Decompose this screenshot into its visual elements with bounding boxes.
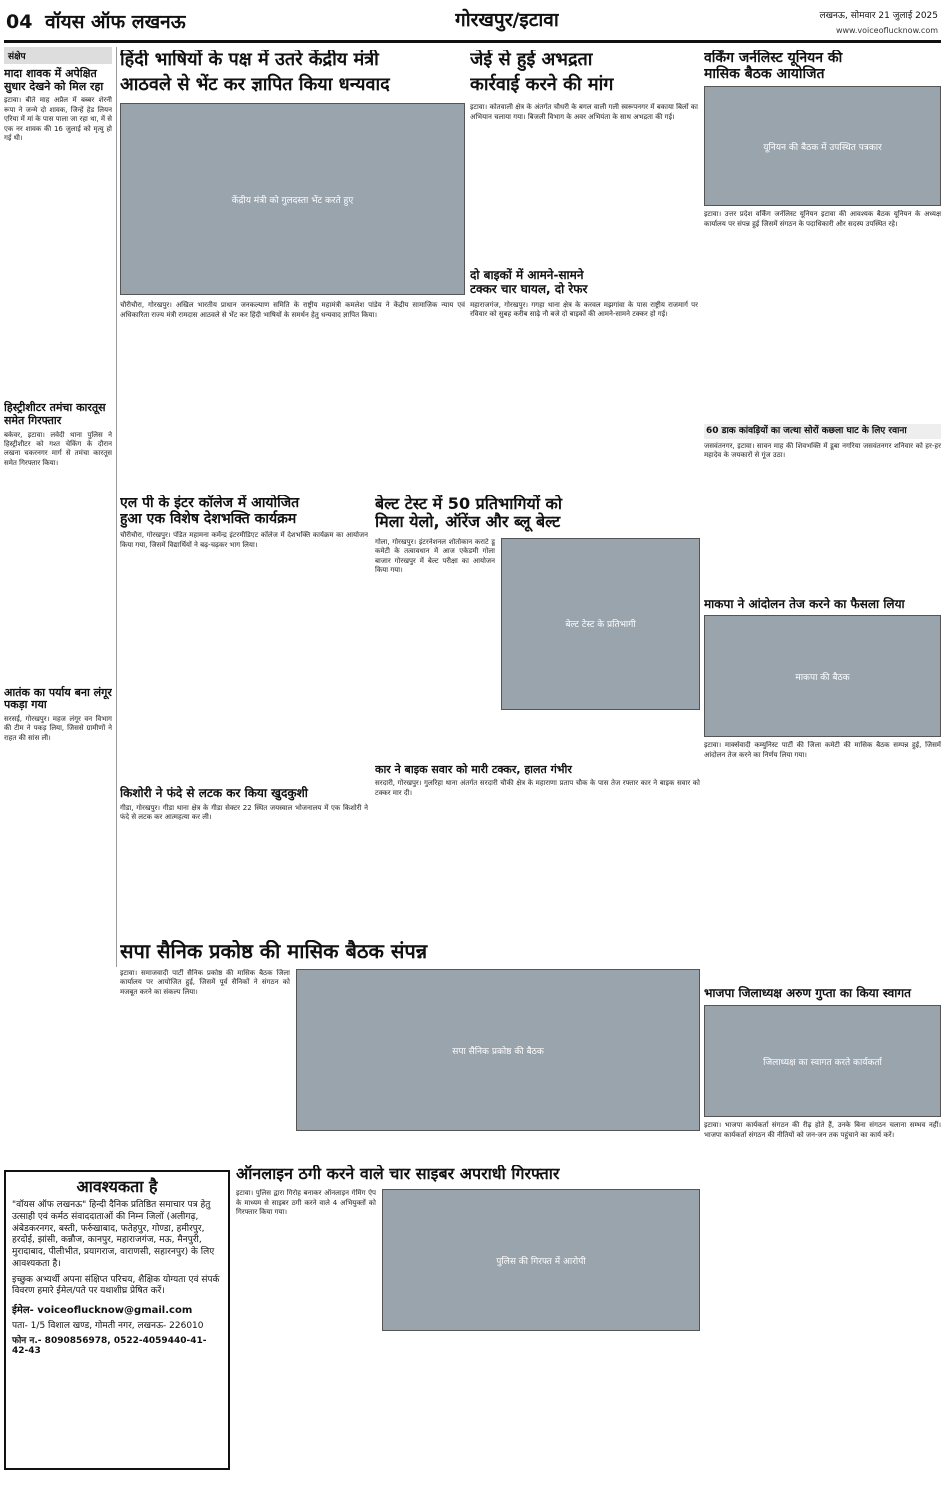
- college-headline-2: हुआ एक विशेष देशभक्ति कार्यक्रम: [120, 511, 297, 528]
- page-number: 04: [6, 11, 33, 33]
- edition-title: गोरखपुर/इटावा: [455, 9, 559, 31]
- lead-headline-2: आठवले से भेंट कर ज्ञापित किया धन्यवाद: [120, 73, 390, 95]
- cyber-story: [236, 1165, 700, 1465]
- sidebar-label: संक्षेप: [4, 47, 112, 64]
- sapa-photo: सपा सैनिक प्रकोष्ठ की बैठक: [296, 969, 700, 1131]
- journalist-body: इटावा। उत्तर प्रदेश वर्किंग जर्नलिस्ट यूनियन इटावा की आवश्यक बैठक यूनियन के अध्यक्ष कार्यालय पर संपन्न हुई जिसमें संगठन के पदाधिकारी और सदस्य उपस्थित रहे।: [704, 210, 941, 228]
- bike-body: सरदारी, गोरखपुर। गुलरिहा थाना अंतर्गत सरदारी चौकी क्षेत्र के महाराणा प्रताप चौक के पास तेज रफ्तार कार ने बाइक सवार को टक्कर मार दी।: [375, 779, 700, 797]
- jee-body: इटावा। कोतवाली क्षेत्र के अंतर्गत चौधरी के बगल वाली गली स्वरूपनगर में बकाया बिलों का अभियान चलाया गया। बिजली विभाग के अवर अभियंता के साथ अभद्रता की गई।: [470, 103, 698, 121]
- accident-headline-1: दो बाइकों में आमने-सामने: [470, 268, 584, 283]
- accident-body: महाराजगंज, गोरखपुर। गगहा थाना क्षेत्र के करवल मझगांवा के पास राष्ट्रीय राजमार्ग पर रविवार को सुबह करीब साढ़े नौ बजे दो बाइकों की आमने-सामने टक्कर हो गई।: [470, 300, 698, 319]
- suicide-headline: किशोरी ने फंदे से लटक कर किया खुदकुशी: [120, 786, 308, 801]
- website-url: www.voiceoflucknow.com: [835, 26, 938, 35]
- bjp-body: इटावा। भाजपा कार्यकर्ता संगठन की रीढ़ होते हैं, उनके बिना संगठन चलाना सम्भव नहीं। भाजपा कार्यकर्ता संगठन की नीतियों को जन-जन तक पहुंचाने का कार्य करें।: [704, 1121, 941, 1139]
- makpa-headline: माकपा ने आंदोलन तेज करने का फैसला लिया: [704, 596, 905, 611]
- sidebar-body-2: बकेवर, इटावा। लवेदी थाना पुलिस ने हिस्ट्रीशीटर को गश्त चेकिंग के दौरान लखना चकरनगर मार्ग से तमंचा कारतूस समेत गिरफ्तार किया।: [4, 430, 112, 467]
- lead-body: चौरीचौरा, गोरखपुर। अखिल भारतीय प्राधान जनकल्याण समिति के राष्ट्रीय महामंत्री कमलेश पांडेय ने केंद्रीय सामाजिक न्याय एवं अधिकारिता राज्य मंत्री रामदास आठवले से भेंट कर हिंदी भाषियों के समर्थन हेतु धन्यवाद ज्ञापित किया।: [120, 301, 465, 319]
- belt-story: [375, 495, 700, 935]
- lead-photo: केंद्रीय मंत्री को गुलदस्ता भेंट करते हुए: [120, 103, 465, 295]
- masthead-paper-name: [6, 8, 186, 34]
- belt-body: गोला, गोरखपुर। इंटरनेशनल शोतोकान कराटे डू कमेटी के तत्वावधान में आज एकेडमी गोला बाजार गोरखपुर में बेल्ट परीक्षा का आयोजन किया गया।: [375, 537, 495, 575]
- ad-email: ईमेल- voiceoflucknow@gmail.com: [12, 1304, 193, 1316]
- ad-apply: इच्छुक अभ्यर्थी अपना संक्षिप्त परिचय, शैक्षिक योग्यता एवं संपर्क विवरण हमारे ईमेल/पते पर यथाशीघ्र प्रेषित करें।: [12, 1274, 220, 1297]
- cyber-body: इटावा। पुलिस द्वारा गिरोह बनाकर ऑनलाइन गेमिंग ऐप के माध्यम से साइबर ठगी करने वाले 4 अभियुक्तों को गिरफ्तार किया गया।: [236, 1189, 376, 1217]
- belt-headline-2: मिला येलो, ऑरेंज और ब्लू बेल्ट: [375, 512, 561, 532]
- belt-headline-1: बेल्ट टेस्ट में 50 प्रतिभागियों को: [375, 495, 562, 513]
- college-headline-1: एल पी के इंटर कॉलेज में आयोजित: [120, 495, 300, 511]
- sapa-headline: सपा सैनिक प्रकोष्ठ की मासिक बैठक संपन्न: [120, 940, 428, 963]
- bike-headline: कार ने बाइक सवार को मारी टक्कर, हालत गंभीर: [375, 762, 572, 776]
- lead-story: [120, 50, 465, 490]
- jee-headline-2: कार्रवाई करने की मांग: [470, 73, 614, 95]
- sidebar-headline-1: मादा शावक में अपेक्षित सुधार देखने को मिल रहा: [4, 67, 104, 93]
- bjp-headline: भाजपा जिलाध्यक्ष अरुण गुप्ता का किया स्वागत: [704, 986, 911, 1001]
- jee-story: [470, 50, 698, 490]
- kanwar-body: जसवंतनगर, इटावा। सावन माह की शिवभक्ति में डूबा नगरिया जसवंतनगर शनिवार को हर-हर महादेव के जयकारों से गूंज उठा।: [704, 441, 941, 459]
- ad-body: "वॉयस ऑफ लखनऊ" हिन्दी दैनिक प्रतिष्ठित समाचार पत्र हेतु उत्साही एवं कर्मठ संवाददाताओं की निम्न जिलों (अलीगढ़, अंबेडकरनगर, बस्ती, फर्रुखाबाद, फतेहपुर, गोण्डा, हमीरपुर, हरदोई, झांसी, कन्नौज, कानपुर, महाराजगंज, मऊ, मैनपुरी, मुरादाबाद, पीलीभीत, प्रयागराज, वाराणसी, सहारनपुर) के लिए आवश्यकता है।: [12, 1200, 215, 1269]
- dateline: लखनऊ, सोमवार 21 जुलाई 2025: [819, 11, 938, 21]
- college-body: चौरीचौरा, गोरखपुर। पंडित महामना कर्मेन्द्र इंटरमीडिएट कॉलेज में देशभक्ति कार्यक्रम का आयोजन किया गया, जिसमें विद्यार्थियों ने बढ़-चढ़कर भाग लिया।: [120, 531, 368, 549]
- cyber-photo: पुलिस की गिरफ्त में आरोपी: [382, 1189, 700, 1331]
- sidebar-headline-3: आतंक का पर्याय बना लंगूर पकड़ा गया: [4, 685, 112, 712]
- makpa-photo: माकपा की बैठक: [704, 615, 941, 737]
- sidebar: [4, 47, 112, 967]
- cyber-headline: ऑनलाइन ठगी करने वाले चार साइबर अपराधी गिरफ्तार: [236, 1165, 560, 1183]
- sidebar-body-1: इटावा। बीते माह अप्रैल में बब्बर शेरनी रूपा ने जन्मे दो शावक, जिन्हें हेड लियन एरिया में मां के पास पाला जा रहा था, में से एक नर शावक की 16 जुलाई को मृत्यु हो गई थी।: [4, 96, 112, 143]
- lead-headline-1: हिंदी भाषियों के पक्ष में उतरे केंद्रीय मंत्री: [120, 50, 379, 70]
- belt-photo: बेल्ट टेस्ट के प्रतिभागी: [501, 538, 700, 710]
- makpa-body: इटावा। मार्क्सवादी कम्युनिस्ट पार्टी की जिला कमेटी की मासिक बैठक सम्पन्न हुई, जिसमें आंदोलन तेज करने का निर्णय लिया गया।: [704, 741, 941, 759]
- bjp-photo: जिलाध्यक्ष का स्वागत करते कार्यकर्ता: [704, 1005, 941, 1117]
- sapa-story: [120, 940, 700, 1155]
- ad-title: आवश्यकता है: [76, 1177, 158, 1196]
- kanwar-headline: 60 डाक कांवड़ियों का जत्था सोरों कछला घाट के लिए रवाना: [704, 424, 941, 438]
- ad-box: [4, 1170, 230, 1470]
- sidebar-body-3: सरसई, गोरखपुर। महज लंगूर वन विभाग की टीम ने पकड़ लिया, जिससे ग्रामीणों ने राहत की सांस ली।: [4, 714, 112, 742]
- sidebar-headline-2: हिस्ट्रीशीटर तमंचा कारतूस समेत गिरफ्तार: [4, 401, 106, 427]
- journalist-photo: यूनियन की बैठक में उपस्थित पत्रकार: [704, 86, 941, 206]
- accident-headline-2: टक्कर चार घायल, दो रेफर: [470, 282, 588, 297]
- masthead-rule: [4, 40, 941, 43]
- column-rule: [116, 47, 117, 967]
- ad-phone: फोन न.- 8090856978, 0522-4059440-41-42-43: [12, 1335, 207, 1356]
- sapa-body: इटावा। समाजवादी पार्टी सैनिक प्रकोष्ठ की मासिक बैठक जिला कार्यालय पर आयोजित हुई, जिसमें पूर्व सैनिकों ने संगठन को मजबूत करने का संकल्प लिया।: [120, 969, 290, 996]
- inter-college-story: [120, 495, 368, 935]
- paper-name: वॉयस ऑफ लखनऊ: [45, 11, 186, 33]
- suicide-body: गीडा, गोरखपुर। गीडा थाना क्षेत्र के गीडा सेक्टर 22 स्थित जयस्वाल भोजनालय में एक किशोरी ने फंदे से लटक कर आत्महत्या कर ली।: [120, 803, 368, 822]
- journalist-headline-2: मासिक बैठक आयोजित: [704, 66, 825, 83]
- ad-address: पता- 1/5 विशाल खण्ड, गोमती नगर, लखनऊ- 226010: [12, 1320, 204, 1331]
- jee-headline-1: जेई से हुई अभद्रता: [470, 50, 593, 70]
- right-column: [704, 50, 941, 1450]
- journalist-headline-1: वर्किंग जर्नलिस्ट यूनियन की: [704, 50, 843, 66]
